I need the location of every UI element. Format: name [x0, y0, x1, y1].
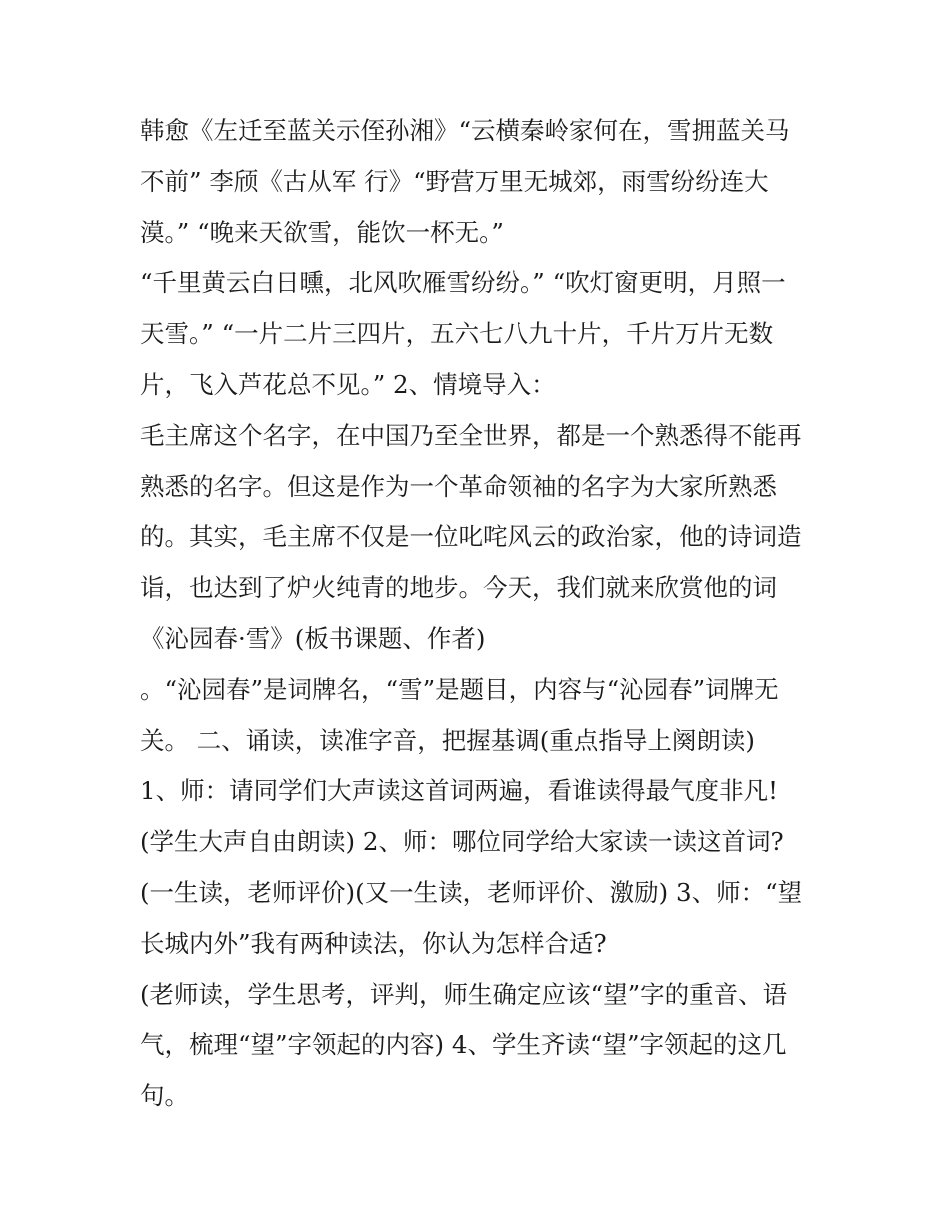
text-line: (老师读，学生思考，评判，师生确定应该“望”字的重音、语 — [140, 979, 788, 1009]
text-line: (学生大声自由朗读) 2、师：哪位同学给大家读一读这首词? — [140, 827, 784, 857]
text-line: 《沁园春·雪》(板书课题、作者) — [140, 623, 486, 653]
text-line: 天雪。” “一片二片三四片，五六七八九十片，千片万片无数 — [140, 319, 774, 349]
text-line: 毛主席这个名字，在中国乃至全世界，都是一个熟悉得不能再 — [140, 420, 802, 450]
text-line: 关。 二、诵读，读准字音，把握基调(重点指导上阕朗读) — [140, 725, 755, 755]
text-line: 片，飞入芦花总不见。” 2、情境导入： — [140, 369, 556, 399]
text-line: 句。 — [140, 1081, 189, 1111]
text-line: 气，梳理“望”字领起的内容) 4、学生齐读“望”字领起的这几 — [140, 1030, 787, 1060]
text-line: 诣，也达到了炉火纯青的地步。今天，我们就来欣赏他的词 — [140, 573, 777, 603]
text-line: 的。其实，毛主席不仅是一位叱咤风云的政治家，他的诗词造 — [140, 522, 802, 552]
text-line: 长城内外”我有两种读法，你认为怎样合适? — [140, 928, 607, 958]
text-line: 1、师：请同学们大声读这首词两遍，看谁读得最气度非凡! — [140, 776, 778, 806]
text-line: 。“沁园春”是词牌名，“雪”是题目，内容与“沁园春”词牌无 — [140, 674, 779, 704]
text-line: “千里黄云白日曛，北风吹雁雪纷纷。” “吹灯窗更明，月照一 — [140, 268, 786, 298]
text-line: 韩愈《左迁至蓝关示侄孙湘》“云横秦岭家何在，雪拥蓝关马 — [140, 116, 790, 145]
text-line: 漠。” “晚来天欲雪，能饮一杯无。” — [140, 217, 504, 247]
body-text — [140, 106, 820, 1122]
text-line: 熟悉的名字。但这是作为一个革命领袖的名字为大家所熟悉 — [140, 471, 777, 501]
text-line: (一生读，老师评价)(又一生读，老师评价、激励) 3、师：“望 — [140, 877, 803, 907]
text-line: 不前” 李颀《古从军 行》“野营万里无城郊，雨雪纷纷连大 — [140, 166, 769, 196]
